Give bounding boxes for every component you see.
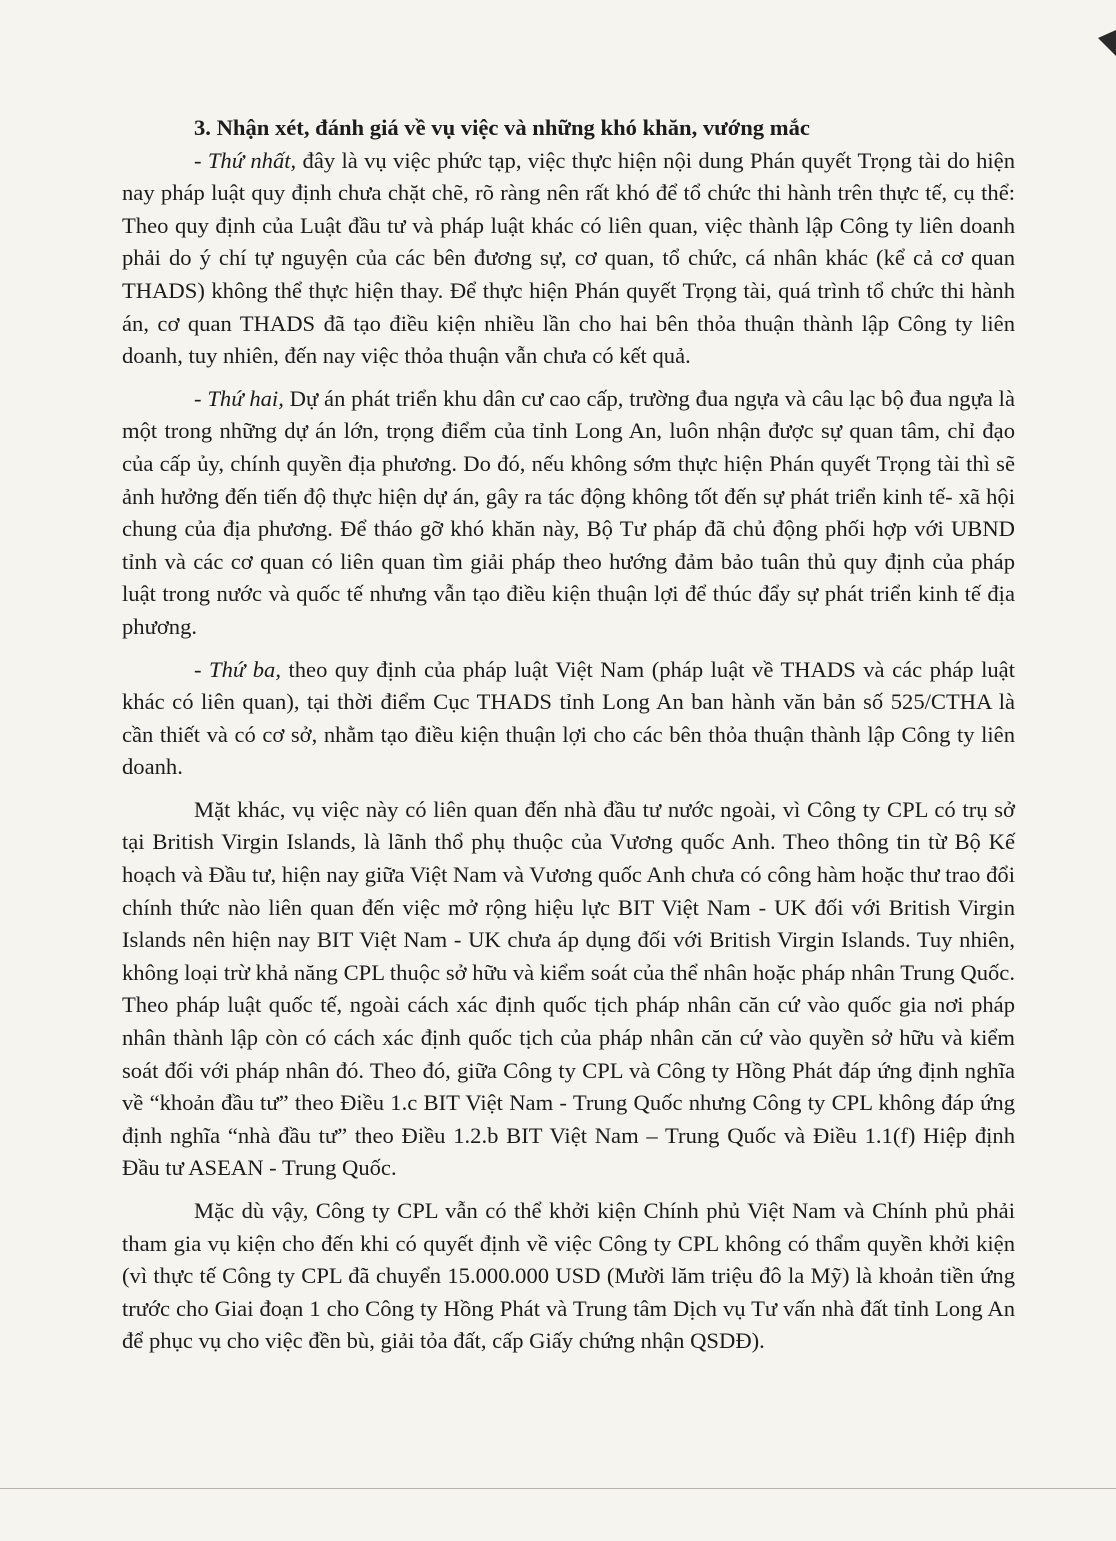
footer-rule: [0, 1488, 1116, 1489]
paragraph-lead: Thứ nhất,: [207, 147, 297, 173]
document-body: [122, 112, 1015, 1368]
page-edge-mark: [1098, 30, 1116, 56]
paragraph-text: Dự án phát triển khu dân cư cao cấp, trường đua ngựa và câu lạc bộ đua ngựa là một trong những dự án lớn, trọng điểm của tỉnh Long An, luôn nhận được sự quan tâm, chỉ đạo của cấp ủy, chính quyền địa phương. Do đó, nếu không sớm thực hiện Phán quyết Trọng tài thì sẽ ảnh hưởng đến tiến độ thực hiện dự án, gây ra tác động không tốt đến sự phát triển kinh tế- xã hội chung của địa phương. Để tháo gỡ khó khăn này, Bộ Tư pháp đã chủ động phối hợp với UBND tỉnh và các cơ quan có liên quan tìm giải pháp theo hướng đảm bảo tuân thủ quy định của pháp luật trong nước và quốc tế nhưng vẫn tạo điều kiện thuận lợi để thúc đẩy sự phát triển kinh tế địa phương.: [122, 385, 1015, 639]
paragraph-lead: Thứ hai,: [207, 385, 284, 411]
paragraph-first: - Thứ nhất, đây là vụ việc phức tạp, việc thực hiện nội dung Phán quyết Trọng tài do hiện nay pháp luật quy định chưa chặt chẽ, rõ ràng nên rất khó để tổ chức thi hành trên thực tế, cụ thể: Theo quy định của Luật đầu tư và pháp luật khác có liên quan, việc thành lập Công ty liên doanh phải do ý chí tự nguyện của các bên đương sự, cơ quan, tổ chức, cá nhân khác (kể cả cơ quan THADS) không thể thực hiện thay. Để thực hiện Phán quyết Trọng tài, quá trình tổ chức thi hành án, cơ quan THADS đã tạo điều kiện nhiều lần cho hai bên thỏa thuận thành lập Công ty liên doanh, tuy nhiên, đến nay việc thỏa thuận vẫn chưa có kết quả.: [122, 147, 1015, 369]
paragraph-third: - Thứ ba, theo quy định của pháp luật Việt Nam (pháp luật về THADS và các pháp luật khác có liên quan), tại thời điểm Cục THADS tỉnh Long An ban hành văn bản số 525/CTHA là cần thiết và có cơ sở, nhằm tạo điều kiện thuận lợi cho các bên thỏa thuận thành lập Công ty liên doanh.: [122, 656, 1015, 780]
paragraph-text: theo quy định của pháp luật Việt Nam (pháp luật về THADS và các pháp luật khác có liên quan), tại thời điểm Cục THADS tỉnh Long An ban hành văn bản số 525/CTHA là cần thiết và có cơ sở, nhằm tạo điều kiện thuận lợi cho các bên thỏa thuận thành lập Công ty liên doanh.: [122, 656, 1015, 780]
paragraph-foreign-investor: Mặt khác, vụ việc này có liên quan đến nhà đầu tư nước ngoài, vì Công ty CPL có trụ sở tại British Virgin Islands, là lãnh thổ phụ thuộc của Vương quốc Anh. Theo thông tin từ Bộ Kế hoạch và Đầu tư, hiện nay giữa Việt Nam và Vương quốc Anh chưa có công hàm hoặc thư trao đổi chính thức nào liên quan đến việc mở rộng hiệu lực BIT Việt Nam - UK đối với British Virgin Islands nên hiện nay BIT Việt Nam - UK chưa áp dụng đối với British Virgin Islands. Tuy nhiên, không loại trừ khả năng CPL thuộc sở hữu và kiểm soát của thể nhân hoặc pháp nhân Trung Quốc. Theo pháp luật quốc tế, ngoài cách xác định quốc tịch pháp nhân căn cứ vào quốc gia nơi pháp nhân thành lập còn có cách xác định quốc tịch của pháp nhân căn cứ vào quyền sở hữu và kiểm soát đối với pháp nhân đó. Theo đó, giữa Công ty CPL và Công ty Hồng Phát đáp ứng định nghĩa về “khoản đầu tư” theo Điều 1.c BIT Việt Nam - Trung Quốc nhưng Công ty CPL không đáp ứng định nghĩa “nhà đầu tư” theo Điều 1.2.b BIT Việt Nam – Trung Quốc và Điều 1.1(f) Hiệp định Đầu tư ASEAN - Trung Quốc.: [122, 796, 1015, 1181]
section-heading: 3. Nhận xét, đánh giá về vụ việc và những khó khăn, vướng mắc: [194, 115, 810, 140]
paragraph-lawsuit: Mặc dù vậy, Công ty CPL vẫn có thể khởi kiện Chính phủ Việt Nam và Chính phủ phải tham gia vụ kiện cho đến khi có quyết định về việc Công ty CPL không có thẩm quyền khởi kiện (vì thực tế Công ty CPL đã chuyển 15.000.000 USD (Mười lăm triệu đô la Mỹ) là khoản tiền ứng trước cho Giai đoạn 1 cho Công ty Hồng Phát và Trung tâm Dịch vụ Tư vấn nhà đất tỉnh Long An để phục vụ cho việc đền bù, giải tỏa đất, cấp Giấy chứng nhận QSDĐ).: [122, 1198, 1015, 1354]
paragraph-text: đây là vụ việc phức tạp, việc thực hiện nội dung Phán quyết Trọng tài do hiện nay pháp luật quy định chưa chặt chẽ, rõ ràng nên rất khó để tổ chức thi hành trên thực tế, cụ thể: Theo quy định của Luật đầu tư và pháp luật khác có liên quan, việc thành lập Công ty liên doanh phải do ý chí tự nguyện của các bên đương sự, cơ quan, tổ chức, cá nhân khác (kể cả cơ quan THADS) không thể thực hiện thay. Để thực hiện Phán quyết Trọng tài, quá trình tổ chức thi hành án, cơ quan THADS đã tạo điều kiện nhiều lần cho hai bên thỏa thuận thành lập Công ty liên doanh, tuy nhiên, đến nay việc thỏa thuận vẫn chưa có kết quả.: [122, 147, 1015, 369]
paragraph-lead: Thứ ba,: [209, 656, 281, 682]
paragraph-second: - Thứ hai, Dự án phát triển khu dân cư cao cấp, trường đua ngựa và câu lạc bộ đua ngựa là một trong những dự án lớn, trọng điểm của tỉnh Long An, luôn nhận được sự quan tâm, chỉ đạo của cấp ủy, chính quyền địa phương. Do đó, nếu không sớm thực hiện Phán quyết Trọng tài thì sẽ ảnh hưởng đến tiến độ thực hiện dự án, gây ra tác động không tốt đến sự phát triển kinh tế- xã hội chung của địa phương. Để tháo gỡ khó khăn này, Bộ Tư pháp đã chủ động phối hợp với UBND tỉnh và các cơ quan có liên quan tìm giải pháp theo hướng đảm bảo tuân thủ quy định của pháp luật trong nước và quốc tế nhưng vẫn tạo điều kiện thuận lợi để thúc đẩy sự phát triển kinh tế địa phương.: [122, 385, 1015, 639]
